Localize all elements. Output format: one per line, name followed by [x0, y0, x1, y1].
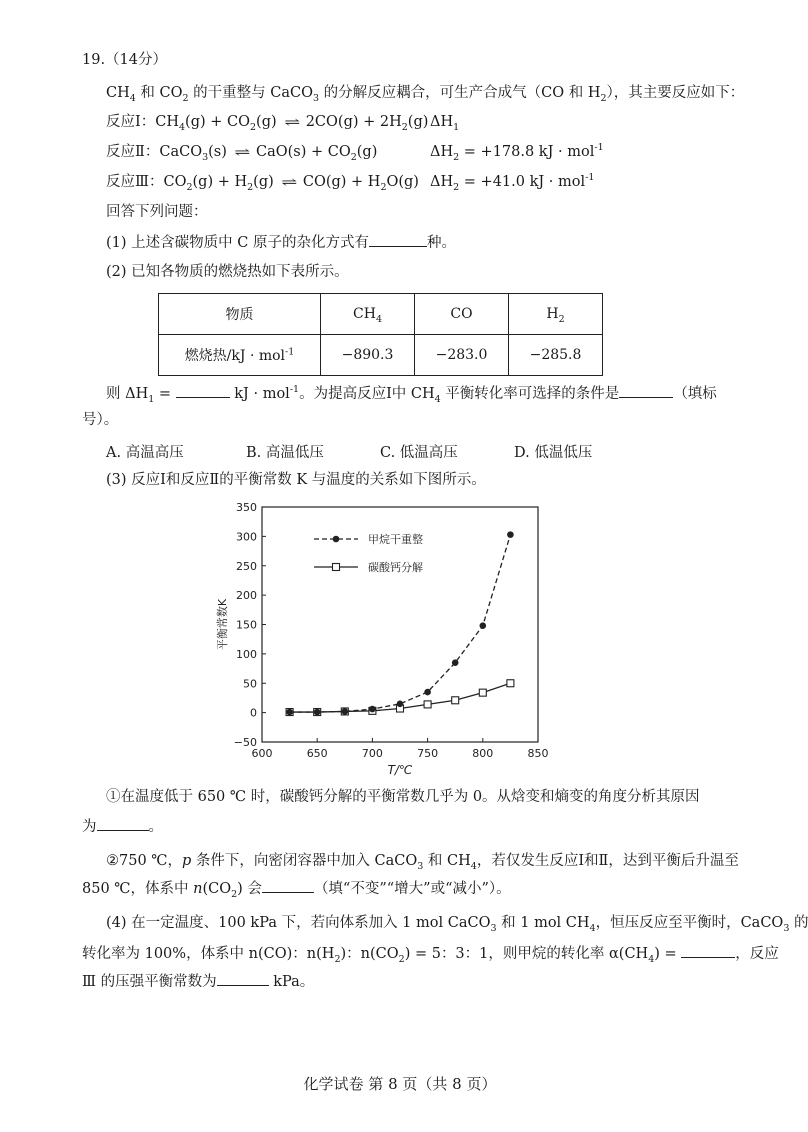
data-point-calcium-carbonate — [452, 697, 459, 704]
data-point-methane — [342, 708, 349, 715]
legend-marker-calcium-carbonate — [333, 564, 340, 571]
legend-label-calcium-carbonate: 碳酸钙分解 — [368, 561, 423, 574]
intro-text: $CH_4$ 和 $CO_2$ 的干重整与 CaCO$_3$ 的分解反应耦合，可生产合成气（CO 和 $H_2$），其主要反应如下： — [106, 85, 745, 104]
answer-blank[interactable] — [369, 232, 427, 247]
y-tick-label: 100 — [236, 647, 257, 661]
table-cell: −283.0 — [415, 335, 509, 376]
answer-blank[interactable] — [176, 383, 230, 398]
x-tick-label: 800 — [472, 747, 494, 760]
reaction-3: 反应Ⅲ：$CO_2(g) + H_2(g)$ ⇌ $CO(g) + H_2O(g)$ — [106, 174, 419, 193]
option-c[interactable]: C. 低温高压 — [380, 445, 458, 461]
x-tick-label: 700 — [361, 747, 383, 760]
data-point-calcium-carbonate — [479, 689, 486, 696]
reaction-1: 反应Ⅰ：$CH_4(g) + CO_2(g)$ ⇌ $2CO(g) + 2H_2(g)$ — [106, 114, 429, 133]
table-header-cell: $H_2$ — [509, 294, 603, 335]
table-header-cell: CO — [415, 294, 509, 335]
x-tick-label: 750 — [417, 747, 439, 760]
equilibrium-arrow-icon: ⇌ — [281, 175, 296, 189]
part-3-intro: (3) 反应Ⅰ和反应Ⅱ的平衡常数 K 与温度的关系如下图所示。 — [106, 472, 486, 488]
table-cell: −285.8 — [509, 335, 603, 376]
reaction-2-dh: $\Delta H_2 = +178.8$ kJ · mol$^{-1}$ — [430, 142, 604, 163]
equilibrium-arrow-icon: ⇌ — [234, 145, 249, 159]
equilibrium-constant-chart — [200, 495, 560, 785]
reaction-3-dh: $\Delta H_2 = +41.0$ kJ · mol$^{-1}$ — [430, 172, 595, 193]
option-d[interactable]: D. 低温低压 — [514, 445, 593, 461]
part-2-intro: (2) 已知各物质的燃烧热如下表所示。 — [106, 264, 349, 280]
legend-label-methane: 甲烷干重整 — [368, 533, 423, 546]
answer-blank[interactable] — [619, 383, 673, 398]
data-point-calcium-carbonate — [424, 701, 431, 708]
data-point-calcium-carbonate — [507, 680, 514, 687]
answer-blank[interactable] — [681, 943, 735, 958]
legend-marker-methane — [333, 536, 340, 543]
table-row-label: 燃烧热/kJ · mol$^{-1}$ — [159, 335, 321, 376]
sub-question-2-cont: 850 ℃，体系中 $n(CO_2)$ 会 （填“不变”“增大”或“减小”）。 — [82, 878, 511, 899]
data-point-methane — [314, 709, 321, 716]
table-row — [159, 335, 603, 376]
answer-prompt: 回答下列问题： — [106, 204, 208, 220]
equilibrium-arrow-icon: ⇌ — [283, 115, 299, 129]
data-point-methane — [480, 622, 487, 629]
answer-blank[interactable] — [97, 816, 149, 831]
table-header-cell: 物质 — [159, 294, 321, 335]
answer-blank[interactable] — [262, 878, 314, 893]
sub-question-1: ①在温度低于 650 ℃ 时，碳酸钙分解的平衡常数几乎为 0。从焓变和熵变的角度分析其原因 — [106, 789, 700, 805]
y-tick-label: 200 — [236, 589, 257, 603]
x-tick-label: 600 — [251, 747, 273, 760]
reaction-2: 反应Ⅱ：CaCO$_3$(s) ⇌ $CaO(s) + CO_2(g)$ — [106, 144, 378, 163]
option-a[interactable]: A. 高温高压 — [106, 445, 184, 461]
part-4: (4) 在一定温度、100 kPa 下，若向体系加入 1 mol CaCO$_3$ 和 1 mol $CH_4$，恒压反应至平衡时，CaCO$_3$ 的 — [106, 915, 808, 934]
y-tick-label: 350 — [236, 501, 257, 514]
y-axis-label: 平衡常数K — [216, 598, 229, 651]
data-point-methane — [452, 659, 459, 666]
y-tick-label: 300 — [236, 530, 257, 544]
reaction-1-dh: $\Delta H_1$ — [430, 114, 460, 133]
option-b[interactable]: B. 高温低压 — [246, 445, 324, 461]
y-tick-label: −50 — [233, 736, 257, 749]
table-row — [159, 294, 603, 335]
y-tick-label: 150 — [236, 618, 257, 632]
data-point-methane — [286, 709, 293, 716]
data-point-methane — [369, 706, 376, 713]
part-2-question-cont: 号）。 — [82, 412, 119, 428]
part-2-question: 则 $\Delta H_1$ = kJ · mol$^{-1}$。为提高反应Ⅰ中 $CH_4$ 平衡转化率可选择的条件是 （填标 — [106, 384, 717, 405]
data-point-methane — [397, 701, 404, 708]
combustion-heat-table — [158, 293, 603, 376]
table-header-cell: $CH_4$ — [321, 294, 415, 335]
table-cell: −890.3 — [321, 335, 415, 376]
part-4-cont: 转化率为 100%，体系中 n(CO)：$n(H_2)$：$n(CO_2) = 5$：3：1，则甲烷的转化率 $\alpha(CH_4)$ = ，反应 — [82, 943, 779, 964]
y-tick-label: 250 — [236, 559, 257, 573]
y-tick-label: 0 — [250, 706, 257, 720]
y-tick-label: 50 — [243, 677, 257, 691]
x-tick-label: 650 — [306, 747, 328, 760]
x-tick-label: 850 — [527, 747, 549, 760]
part-1: (1) 上述含碳物质中 C 原子的杂化方式有 种。 — [106, 232, 456, 253]
data-point-methane — [507, 531, 514, 538]
question-number: 19.（14分） — [82, 52, 168, 68]
part-4-cont-2: Ⅲ 的压强平衡常数为 kPa。 — [82, 971, 314, 992]
answer-blank[interactable] — [217, 971, 269, 986]
data-point-methane — [424, 689, 431, 696]
x-axis-label: T/℃ — [387, 763, 413, 777]
sub-question-1-cont: 为 。 — [82, 816, 163, 837]
sub-question-2: ②750 ℃，p 条件下，向密闭容器中加入 CaCO$_3$ 和 $CH_4$，若仅发生反应Ⅰ和Ⅱ，达到平衡后升温至 — [106, 853, 739, 872]
page-footer: 化学试卷 第 8 页（共 8 页） — [303, 1075, 497, 1093]
